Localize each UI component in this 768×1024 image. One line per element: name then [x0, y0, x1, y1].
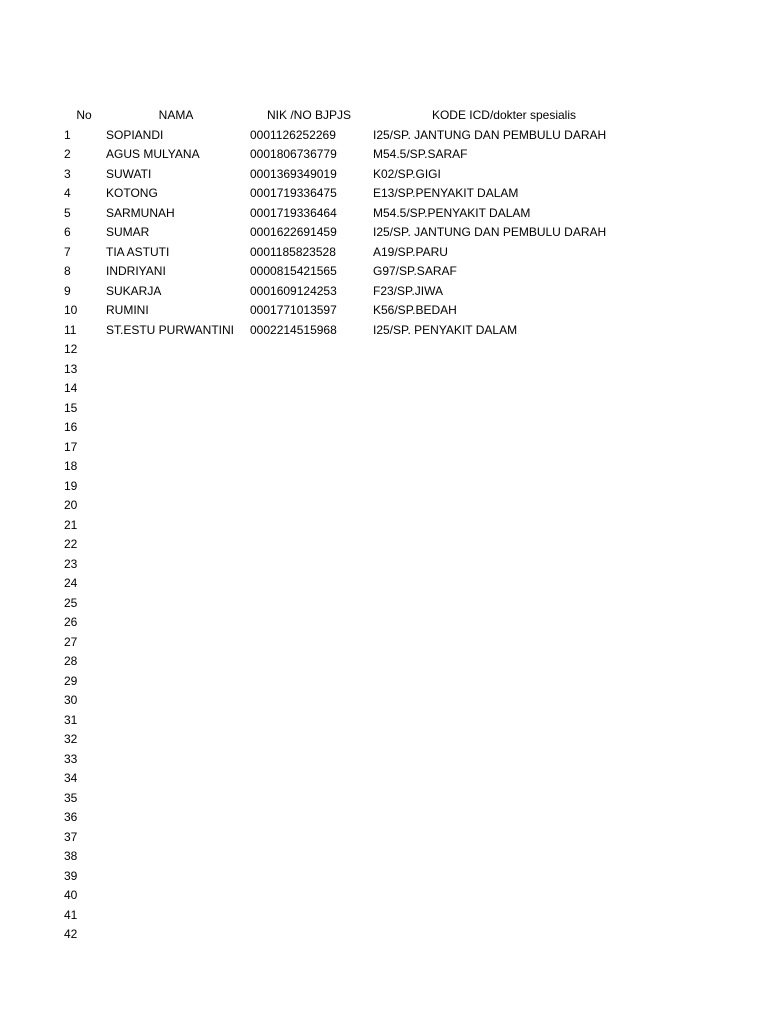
cell-kode: I25/SP. PENYAKIT DALAM: [373, 322, 518, 337]
cell-no: 7: [64, 244, 71, 259]
cell-no: 16: [64, 420, 78, 434]
cell-no: 19: [64, 478, 78, 493]
cell-no: 8: [64, 264, 71, 278]
cell-kode: A19/SP.PARU: [373, 244, 448, 259]
cell-nama: RUMINI: [106, 303, 149, 317]
cell-nik: 0001719336475: [250, 186, 337, 200]
cell-no: 4: [64, 186, 71, 200]
cell-nik: 0001126252269: [250, 127, 336, 142]
cell-nama: SUKARJA: [106, 283, 162, 298]
cell-no: 41: [64, 907, 78, 922]
cell-no: 17: [64, 439, 78, 454]
cell-no: 14: [64, 381, 78, 395]
table-row: [0, 262, 768, 282]
cell-no: 11: [64, 322, 77, 337]
cell-no: 21: [64, 517, 78, 532]
header-nik: NIK /NO BJPJS: [266, 108, 352, 122]
header-nama: NAMA: [158, 108, 194, 122]
cell-kode: K02/SP.GIGI: [373, 166, 441, 181]
cell-no: 26: [64, 615, 78, 629]
table-row: [0, 301, 768, 321]
cell-nik: 0001806736779: [250, 147, 337, 161]
cell-nik: 0001622691459: [250, 225, 337, 239]
table-row: [0, 769, 768, 789]
cell-nik: 0001185823528: [250, 244, 336, 259]
cell-nik: 0001609124253: [250, 283, 337, 298]
table-row: [0, 750, 768, 770]
cell-no: 32: [64, 732, 78, 746]
table-row: [0, 321, 768, 341]
cell-nama: SARMUNAH: [106, 205, 175, 220]
cell-no: 6: [64, 225, 71, 239]
cell-no: 25: [64, 595, 78, 610]
cell-nama: TIA ASTUTI: [106, 244, 170, 259]
table-row: [0, 204, 768, 224]
table-row: [0, 613, 768, 633]
table-row: [0, 516, 768, 536]
cell-nik: 0000815421565: [250, 264, 337, 278]
cell-nik: 0002214515968: [250, 322, 337, 337]
cell-kode: F23/SP.JIWA: [373, 283, 444, 298]
cell-no: 23: [64, 556, 78, 571]
table-row: [0, 438, 768, 458]
cell-kode: M54.5/SP.SARAF: [373, 147, 468, 161]
patient-table: [0, 106, 768, 945]
table-row: [0, 808, 768, 828]
cell-no: 29: [64, 673, 78, 688]
cell-nama: KOTONG: [106, 186, 158, 200]
cell-nama: ST.ESTU PURWANTINI: [106, 322, 235, 337]
cell-no: 34: [64, 771, 78, 785]
cell-nik: 0001771013597: [250, 303, 337, 317]
cell-nama: SOPIANDI: [106, 127, 164, 142]
cell-no: 36: [64, 810, 78, 824]
table-row: [0, 574, 768, 594]
cell-nama: AGUS MULYANA: [106, 147, 200, 161]
cell-kode: K56/SP.BEDAH: [373, 303, 457, 317]
table-row: [0, 399, 768, 419]
table-row: [0, 477, 768, 497]
table-row: [0, 418, 768, 438]
header-no: No: [76, 108, 92, 122]
table-row: [0, 847, 768, 867]
table-row: [0, 867, 768, 887]
cell-no: 24: [64, 576, 78, 590]
table-row: [0, 789, 768, 809]
cell-nik: 0001369349019: [250, 166, 337, 181]
cell-kode: I25/SP. JANTUNG DAN PEMBULU DARAH: [373, 127, 607, 142]
table-row: [0, 886, 768, 906]
cell-no: 30: [64, 693, 78, 707]
cell-no: 40: [64, 888, 78, 902]
table-row: [0, 223, 768, 243]
table-row: [0, 360, 768, 380]
cell-no: 20: [64, 498, 78, 512]
cell-no: 1: [64, 127, 71, 142]
table-header-row: [0, 106, 768, 126]
cell-nik: 0001719336464: [250, 205, 337, 220]
cell-kode: I25/SP. JANTUNG DAN PEMBULU DARAH: [373, 225, 607, 239]
cell-no: 10: [64, 303, 78, 317]
cell-no: 5: [64, 205, 71, 220]
table-row: [0, 243, 768, 263]
table-row: [0, 282, 768, 302]
cell-no: 35: [64, 790, 78, 805]
cell-kode: E13/SP.PENYAKIT DALAM: [373, 186, 519, 200]
cell-nama: INDRIYANI: [106, 264, 166, 278]
table-row: [0, 535, 768, 555]
table-row: [0, 594, 768, 614]
table-row: [0, 184, 768, 204]
cell-no: 42: [64, 927, 78, 941]
cell-no: 37: [64, 829, 78, 844]
table-row: [0, 730, 768, 750]
header-kode: KODE ICD/dokter spesialis: [431, 108, 577, 122]
cell-no: 28: [64, 654, 78, 668]
cell-no: 33: [64, 751, 78, 766]
table-row: [0, 165, 768, 185]
cell-no: 27: [64, 634, 78, 649]
table-row: [0, 633, 768, 653]
cell-no: 9: [64, 283, 71, 298]
table-row: [0, 906, 768, 926]
table-row: [0, 379, 768, 399]
cell-no: 3: [64, 166, 71, 181]
table-row: [0, 496, 768, 516]
cell-no: 15: [64, 400, 78, 415]
table-row: [0, 340, 768, 360]
table-row: [0, 672, 768, 692]
table-row: [0, 711, 768, 731]
table-row: [0, 145, 768, 165]
table-body: [0, 126, 768, 945]
cell-kode: G97/SP.SARAF: [373, 264, 457, 278]
cell-no: 31: [64, 712, 78, 727]
cell-no: 13: [64, 361, 78, 376]
cell-no: 38: [64, 849, 78, 863]
cell-no: 2: [64, 147, 71, 161]
table-row: [0, 925, 768, 945]
table-row: [0, 555, 768, 575]
cell-nama: SUMAR: [106, 225, 150, 239]
cell-nama: SUWATI: [106, 166, 152, 181]
table-row: [0, 691, 768, 711]
table-row: [0, 828, 768, 848]
cell-no: 12: [64, 342, 78, 356]
cell-kode: M54.5/SP.PENYAKIT DALAM: [373, 205, 531, 220]
cell-no: 39: [64, 868, 78, 883]
cell-no: 22: [64, 537, 78, 551]
cell-no: 18: [64, 459, 78, 473]
table-row: [0, 126, 768, 146]
table-row: [0, 457, 768, 477]
table-row: [0, 652, 768, 672]
